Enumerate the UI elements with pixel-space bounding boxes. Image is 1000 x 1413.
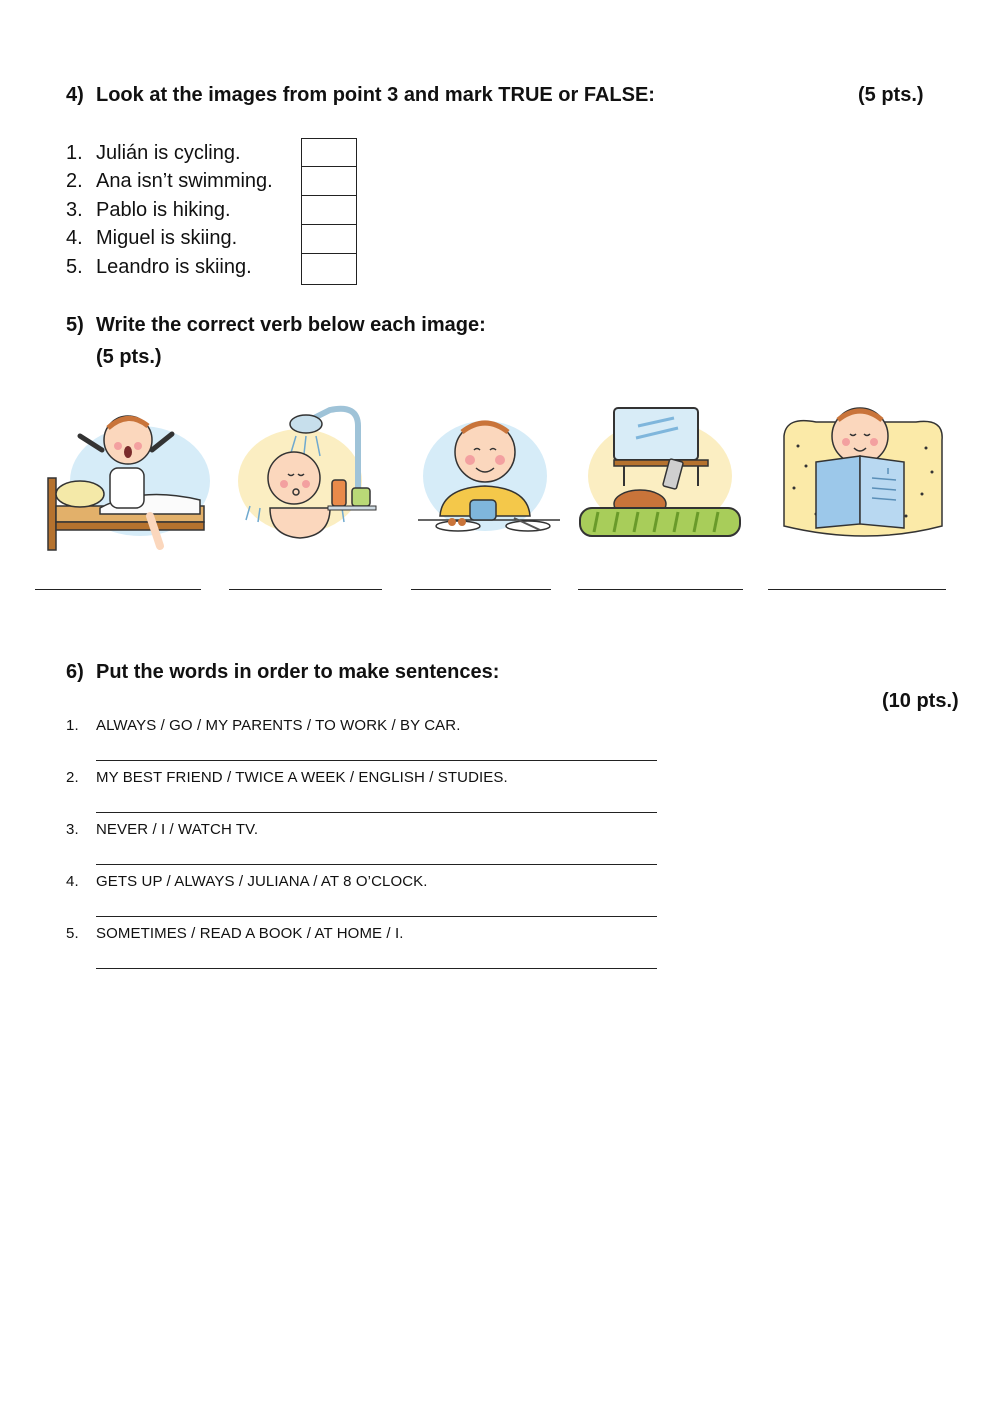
- section6-number: 6): [66, 661, 84, 683]
- verb-answer-line-4[interactable]: [578, 589, 743, 590]
- answer-box-1[interactable]: [301, 138, 357, 167]
- watching-tv-image: [578, 396, 748, 561]
- answer-box-2[interactable]: [301, 166, 357, 196]
- waking-up-image: [40, 396, 210, 561]
- section4-points: (5 pts.): [858, 84, 924, 106]
- reading-image: [776, 396, 946, 561]
- tf-item: [66, 142, 241, 165]
- sentence-number: 3.: [66, 821, 79, 838]
- section5-points: (5 pts.): [96, 346, 162, 368]
- tf-item-text: Miguel is skiing.: [96, 227, 238, 249]
- verb-answer-line-2[interactable]: [229, 589, 382, 590]
- sentence-words: NEVER / I / WATCH TV.: [96, 821, 259, 838]
- sentence-item: [66, 717, 460, 734]
- sentence-words: GETS UP / ALWAYS / JULIANA / AT 8 O’CLOCK.: [96, 873, 428, 890]
- tf-item: [66, 227, 237, 250]
- sentence-answer-line-1[interactable]: [96, 760, 657, 761]
- sentence-item: [66, 925, 403, 942]
- verb-answer-line-1[interactable]: [35, 589, 201, 590]
- section4-number: 4): [66, 84, 84, 106]
- tf-item-number: 5.: [66, 256, 83, 278]
- shower-image: [230, 396, 400, 561]
- tf-item-text: Leandro is skiing.: [96, 256, 252, 278]
- sentence-answer-line-4[interactable]: [96, 916, 657, 917]
- sentence-answer-line-2[interactable]: [96, 812, 657, 813]
- section5-title: Write the correct verb below each image:: [96, 314, 486, 336]
- answer-box-4[interactable]: [301, 224, 357, 254]
- sentence-words: ALWAYS / GO / MY PARENTS / TO WORK / BY CAR.: [96, 717, 461, 734]
- tf-item: [66, 256, 252, 279]
- section4-title: Look at the images from point 3 and mark TRUE or FALSE:: [96, 84, 655, 106]
- section5-number: 5): [66, 314, 84, 336]
- sentence-item: [66, 821, 258, 838]
- breakfast-image: [410, 396, 580, 561]
- sentence-number: 2.: [66, 769, 79, 786]
- sentence-answer-line-5[interactable]: [96, 968, 657, 969]
- section6-title: Put the words in order to make sentences:: [96, 661, 500, 683]
- tf-item: [66, 199, 231, 222]
- sentence-number: 5.: [66, 925, 79, 942]
- tf-item: [66, 170, 273, 193]
- section6-points: (10 pts.): [882, 690, 959, 712]
- tf-item-number: 1.: [66, 142, 83, 164]
- answer-box-5[interactable]: [301, 253, 357, 285]
- verb-answer-line-3[interactable]: [411, 589, 551, 590]
- sentence-item: [66, 769, 508, 786]
- sentence-item: [66, 873, 428, 890]
- sentence-words: MY BEST FRIEND / TWICE A WEEK / ENGLISH / STUDIES.: [96, 769, 508, 786]
- sentence-words: SOMETIMES / READ A BOOK / AT HOME / I.: [96, 925, 404, 942]
- tf-item-number: 2.: [66, 170, 83, 192]
- verb-answer-line-5[interactable]: [768, 589, 946, 590]
- tf-item-text: Ana isn’t swimming.: [96, 170, 273, 192]
- tf-item-number: 3.: [66, 199, 83, 221]
- tf-item-text: Pablo is hiking.: [96, 199, 231, 221]
- tf-item-number: 4.: [66, 227, 83, 249]
- sentence-number: 1.: [66, 717, 79, 734]
- tf-item-text: Julián is cycling.: [96, 142, 241, 164]
- answer-box-3[interactable]: [301, 195, 357, 225]
- sentence-answer-line-3[interactable]: [96, 864, 657, 865]
- sentence-number: 4.: [66, 873, 79, 890]
